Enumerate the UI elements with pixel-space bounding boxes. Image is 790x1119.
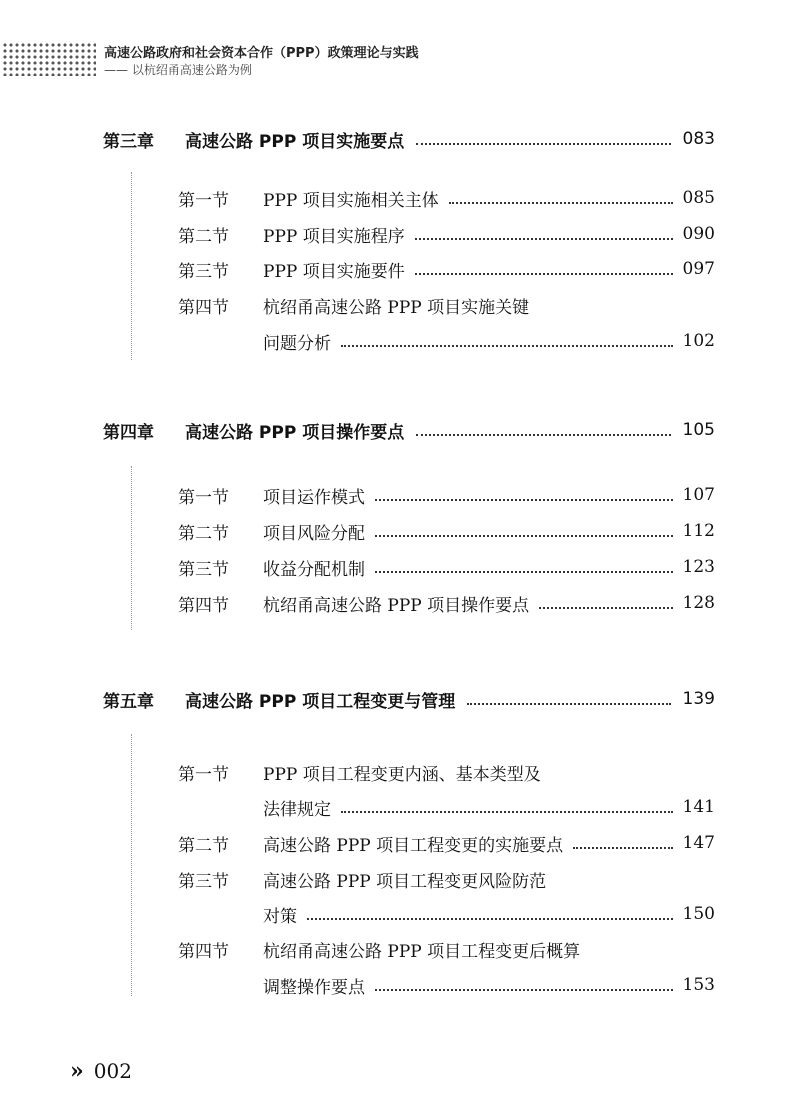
section-title: 高速公路 PPP 项目工程变更的实施要点 — [263, 835, 564, 856]
section-number: 第四节 — [178, 595, 229, 616]
section-rule — [131, 734, 132, 996]
dot-leader — [573, 847, 672, 849]
page-number: 139 — [682, 689, 715, 709]
page-number: 090 — [682, 224, 715, 244]
toc-chapter-5[interactable] — [103, 685, 715, 713]
toc-section-3-3[interactable] — [178, 254, 715, 284]
chapter-number: 第五章 — [103, 691, 154, 712]
toc-section-3-4-continued[interactable] — [263, 326, 715, 356]
section-number: 第四节 — [178, 297, 229, 318]
toc-section-5-1-continued[interactable] — [263, 792, 715, 822]
chapter-title: 高速公路 PPP 项目工程变更与管理 — [185, 691, 456, 712]
chapter-title: 高速公路 PPP 项目操作要点 — [185, 422, 405, 443]
section-title: 杭绍甬高速公路 PPP 项目工程变更后概算 — [263, 941, 581, 962]
section-title: PPP 项目实施要件 — [263, 261, 405, 282]
toc-section-4-2[interactable] — [178, 516, 715, 546]
page-number: 102 — [682, 331, 715, 351]
dot-leader — [415, 273, 673, 275]
chapter-number: 第三章 — [103, 131, 154, 152]
dot-leader — [416, 434, 670, 436]
section-number: 第三节 — [178, 559, 229, 580]
toc-chapter-4[interactable] — [103, 416, 715, 444]
toc-section-4-1[interactable] — [178, 480, 715, 510]
section-title: 项目运作模式 — [263, 487, 365, 508]
page-number: 141 — [682, 797, 715, 817]
chapter-title: 高速公路 PPP 项目实施要点 — [185, 131, 405, 152]
section-title-continued: 问题分析 — [263, 333, 331, 354]
toc-section-5-4[interactable] — [178, 934, 715, 964]
dot-leader — [307, 918, 673, 920]
double-chevron-icon: » — [70, 1058, 84, 1084]
section-title-continued: 调整操作要点 — [263, 977, 365, 998]
section-title: 杭绍甬高速公路 PPP 项目实施关键 — [263, 297, 530, 318]
dot-leader — [375, 571, 673, 573]
page-number: 153 — [682, 975, 715, 995]
dot-leader — [539, 607, 672, 609]
toc-chapter-3[interactable] — [103, 125, 715, 153]
toc-section-5-1[interactable] — [178, 757, 715, 787]
page-number: 123 — [682, 557, 715, 577]
toc-section-5-2[interactable] — [178, 828, 715, 858]
dot-leader — [467, 703, 670, 705]
section-number: 第一节 — [178, 190, 229, 211]
page-number: 147 — [682, 833, 715, 853]
dot-leader — [341, 811, 673, 813]
section-number: 第四节 — [178, 941, 229, 962]
section-title: 高速公路 PPP 项目工程变更风险防范 — [263, 871, 547, 892]
dot-leader — [375, 499, 673, 501]
toc-section-4-3[interactable] — [178, 552, 715, 582]
chapter-number: 第四章 — [103, 422, 154, 443]
toc-section-3-2[interactable] — [178, 219, 715, 249]
toc-section-5-3-continued[interactable] — [263, 899, 715, 929]
page-number: 083 — [682, 129, 715, 149]
page-footer — [70, 1058, 132, 1084]
section-number: 第二节 — [178, 523, 229, 544]
section-number: 第二节 — [178, 226, 229, 247]
section-number: 第一节 — [178, 764, 229, 785]
toc-section-3-1[interactable] — [178, 183, 715, 213]
section-title-continued: 法律规定 — [263, 799, 331, 820]
section-rule — [131, 172, 132, 360]
section-title: PPP 项目实施程序 — [263, 226, 405, 247]
dot-leader — [375, 989, 673, 991]
section-number: 第一节 — [178, 487, 229, 508]
dot-grid-decoration — [2, 42, 96, 76]
page-number: 085 — [682, 188, 715, 208]
dot-leader — [449, 202, 673, 204]
section-title-continued: 对策 — [263, 906, 297, 927]
dot-leader — [375, 535, 673, 537]
page-number: 097 — [682, 259, 715, 279]
page-number: 128 — [682, 593, 715, 613]
page-number: 105 — [682, 420, 715, 440]
section-title: 项目风险分配 — [263, 523, 365, 544]
section-title: PPP 项目工程变更内涵、基本类型及 — [263, 764, 541, 785]
section-rule — [131, 466, 132, 630]
dot-leader — [416, 143, 670, 145]
section-title: PPP 项目实施相关主体 — [263, 190, 439, 211]
section-title: 收益分配机制 — [263, 559, 365, 580]
page-number: 150 — [682, 904, 715, 924]
toc-section-3-4[interactable] — [178, 290, 715, 320]
section-number: 第三节 — [178, 871, 229, 892]
page-number: 112 — [682, 521, 715, 541]
dot-leader — [341, 345, 673, 347]
section-title: 杭绍甬高速公路 PPP 项目操作要点 — [263, 595, 530, 616]
toc-section-5-4-continued[interactable] — [263, 970, 715, 1000]
toc-section-5-3[interactable] — [178, 864, 715, 894]
section-number: 第二节 — [178, 835, 229, 856]
book-title: 高速公路政府和社会资本合作（PPP）政策理论与实践 — [104, 46, 419, 61]
page-number: 107 — [682, 485, 715, 505]
section-number: 第三节 — [178, 261, 229, 282]
running-header — [0, 40, 790, 80]
dot-leader — [415, 238, 673, 240]
folio-number: 002 — [93, 1059, 132, 1083]
book-subtitle: —— 以杭绍甬高速公路为例 — [104, 63, 252, 77]
toc-section-4-4[interactable] — [178, 588, 715, 618]
